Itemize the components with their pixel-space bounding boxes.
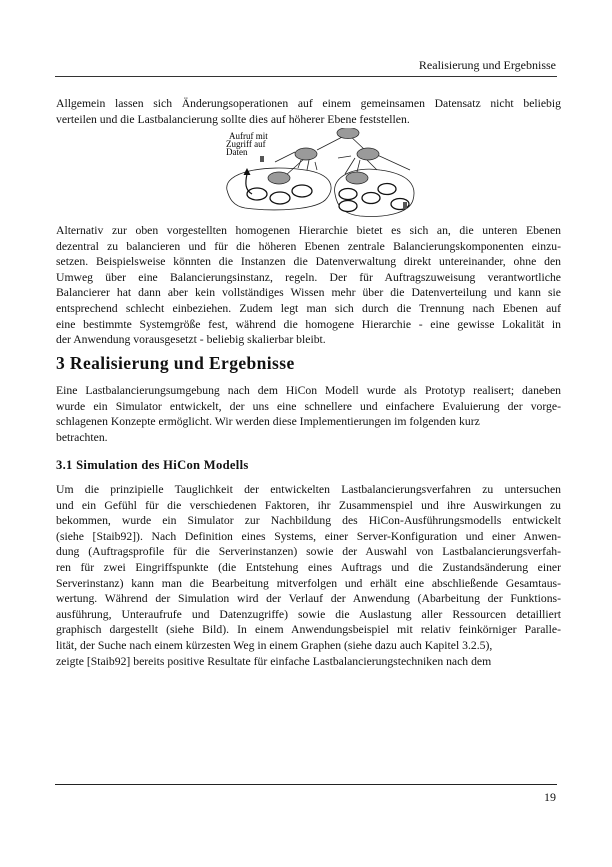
edge [345,158,355,174]
balancer-node-left [268,172,290,184]
edge [375,154,410,170]
text-line: wurde ein Simulator entwickelt, der uns eine schnellere und einfachere Evaluierung der vorge- [56,399,561,413]
text-line: der Anwendung vorausgesetzt - beliebig skalierbar bleibt. [56,333,326,347]
text-line: Um die prinzipielle Tauglichkeit der entwickelten Lastbalancierungsverfahren zu untersuchen [56,483,561,496]
text-line: Alternativ zur oben vorgestellten homogenen Hierarchie bietet es sich an, die unteren Ebenen [56,224,561,237]
instance-node [339,201,357,212]
text-line: schlagenen Konzepte ermöglicht. Wir werden diese Implementierungen im folgenden kurz [56,415,480,429]
running-header-title: Realisierung und Ergebnisse [418,58,556,72]
mid-node-left [295,148,317,160]
instance-node [292,185,312,197]
text-line: bekommen, wurde ein Simulator zur Nachbildung des HiCon-Ausführungsmodells entwickelt [56,514,561,528]
edge [275,152,295,162]
text-line: Umweg über eine Balancierungsinstanz, regeln. Der für Auftragszuweisung verantwortliche [56,270,561,284]
text-line: zeigte [Staib92] bereits positive Resultate für einfache Lastbalancierungstechniken nach dem [56,654,492,668]
text-line: setzen. Beispielsweise könnten die Instanzen die Datenverwaltung direkt untereinander, ohne den [56,255,561,269]
paragraph-4 [56,482,561,669]
text-line: und ein Gefühl für die verschiedenen Faktoren, ihr Zusammenspiel und ihre Auswirkungen zu [56,498,561,512]
instance-node [339,189,357,200]
edge [285,158,305,176]
edge [307,160,309,170]
instance-node [247,188,267,200]
text-line: lität, der Suche nach einem kürzesten Weg in einem Graphen (siehe dazu auch Kapitel 3.2.5), [56,638,493,652]
instance-node [362,193,380,204]
text-line: ren für zwei Eingriffspunkte (die Entstehung eines Auftrags und die Zustandsänderung einer [56,560,561,574]
root-node [337,128,359,139]
text-line: eine bestimmte Systemgröße fest, während die homogene Hierarchie - eine gewisse Lokalität in [56,317,561,331]
paragraph-1 [56,96,561,127]
data-block-icon [260,156,264,162]
instance-node [378,184,396,195]
page-number: 19 [544,790,556,804]
section-heading: 3 Realisierung und Ergebnisse [56,353,295,373]
mid-node-right [357,148,379,160]
figure-label-line: Aufruf mit [229,131,268,141]
text-line: Balancierer hat dann aber kein vollständiges Wissen mehr über die Datenverteilung und kann sie [56,286,561,300]
text-line: Allgemein lassen sich Änderungsoperationen auf einem gemeinsamen Datensatz nicht beliebig [56,97,561,110]
text-line: betrachten. [56,430,108,444]
paragraph-2 [56,223,561,348]
edge [367,160,377,170]
text-line: Serverinstanz) kann man die Bearbeitung mitverfolgen und erhält eine abschließende Gesamtaus- [56,576,561,590]
balancer-node-right [346,172,368,184]
text-line: dezentral zu balancieren und für die höheren Ebenen zentrale Balancierungskomponenten einzu- [56,239,561,253]
arrow-head-icon [244,168,251,175]
text-line: Eine Lastbalancierungsumgebung nach dem HiCon Modell wurde als Prototyp realisert; daneben [56,384,561,397]
subsection-heading: 3.1 Simulation des HiCon Modells [56,458,249,472]
instance-node [270,192,290,204]
text-line: ausführung, Unteraufrufe und Datenzugriffe) sowie die Auslastung aller Ressourcen detailliert [56,607,561,621]
hierarchy-figure [205,128,425,220]
figure-label-line: Daten [226,147,248,157]
text-line: entsprechend schlecht einbeziehen. Zudem legt man sich durch die Trennung nach Ebenen auf [56,301,561,315]
footer-rule [55,784,557,785]
edge [315,162,317,170]
figure-label-line: Zugriff auf [226,139,266,149]
text-line: graphisch dargestellt (siehe Bild). In einem Anwendungsbeispiel mit relativ feinkörniger Paralle- [56,623,561,637]
paragraph-3 [56,383,561,445]
data-block-icon [403,202,407,209]
text-line: (siehe [Staib92]). Nach Definition eines Systems, einer Server-Konfiguration und einer Anwen- [56,529,561,543]
text-line: dung (Auftragsprofile für die Serverinstanzen) sowie der Auswahl von Lastbalancierungsverfah- [56,545,561,559]
hierarchy-diagram-icon [205,128,425,220]
text-line: wertung. Während der Simulation wird der Verlauf der Anwendung (Abarbeitung der Funktions- [56,592,561,606]
edge [338,156,351,158]
text-line: verteilen und die Lastbalancierung sollte dies auf höherer Ebene feststellen. [56,112,410,126]
header-rule [55,76,557,77]
